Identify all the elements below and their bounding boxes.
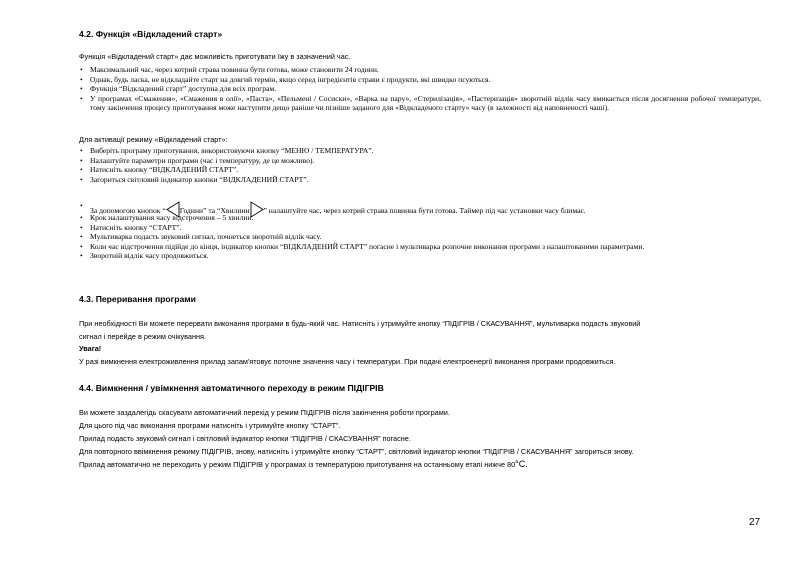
list-item: • Крок налаштування часу відстрочення – 5 хвилин. (79, 213, 761, 223)
section-4-4-title: 4.4. Вимкнення / увімкнення автоматичного переходу в режим ПІДІГРІВ (79, 383, 384, 393)
list-item: • Натисніть кнопку “ВІДКЛАДЕНИЙ СТАРТ”. (79, 165, 761, 175)
activation-title: Для активації режиму «Відкладений старт»: (79, 135, 228, 144)
list-item: • Налаштуйте параметри програми (час і температуру, де це можливо). (79, 156, 761, 166)
section-4-2-title: 4.2. Функція «Відкладений старт» (79, 29, 223, 39)
list-item: • У програмах «Смаження», «Смаження в олії», «Паста», «Пельмені / Сосиски», «Варка на пару», «Стерилізація», «Пастеризація» зворотній відлік часу вмикається після досягнення робочої температури, тому закінчення процесу приготування може наступити дещо раніше чи пізніше заданого для «Відкладеного старту» часу (в залежності від наповненості чаші). (79, 94, 761, 113)
list-item: • Функція “Відкладений старт” доступна для всіх програм. (79, 84, 761, 94)
bullet-list-2a (79, 146, 761, 184)
bullet-list-2b (79, 213, 761, 261)
list-item: • Виберіть програму приготування, використовуючи кнопку “МЕНЮ / ТЕМПЕРАТУРА”. (79, 146, 761, 156)
section-4-4-line-2: Для цього під час виконання програми натисніть і утримуйте кнопку “СТАРТ”. (79, 421, 341, 430)
list-item: • Натисніть кнопку “СТАРТ”. (79, 223, 761, 233)
section-4-3-p1: При необхідності Ви можете перервати виконання програми в будь-який час. Натисніть і утримуйте кнопку “ПІДІГРІВ / СКАСУВАННЯ”, мультиварка подасть звуковий (79, 319, 641, 328)
degree-unit: °С. (515, 459, 528, 469)
bullet-buttons-part3: ” налаштуйте час, через котрий страва повинна бути готова. Таймер під час установки часу блимає. (263, 206, 586, 215)
section-4-4-line-4: Для повторного ввімкнення режиму ПІДІГРІВ, знову, натисніть і утримуйте кнопку “СТАРТ”, світловий індикатор кнопки “ПІДІГРІВ / СКАСУВАННЯ” загориться знову. (79, 447, 634, 456)
section-4-3-p2: У разі вимкнення електроживлення прилад запам'ятовує поточне значення часу і температури. При подачі електроенергії виконання програми продовжиться. (79, 357, 616, 366)
page-number: 27 (749, 517, 761, 528)
section-4-4-line-1: Ви можете заздалегідь скасувати автоматичний перехід у режим ПІДІГРІВ після закінчення роботи програми. (79, 408, 450, 417)
list-item: • Максимальний час, через котрий страва повинна бути готова, може становити 24 години. (79, 65, 761, 75)
section-4-4-line-5 (79, 459, 528, 469)
section-4-2-intro: Функція «Відкладений старт» дає можливість приготувати їжу в зазначений час. (79, 52, 351, 61)
list-item: • Загориться світловий індикатор кнопки “ВІДКЛАДЕНИЙ СТАРТ”. (79, 175, 761, 185)
warning-label: Увага! (79, 344, 102, 353)
section-4-4-line-3: Прилад подасть звуковий сигнал і світловий індикатор кнопки “ПІДІГРІВ / СКАСУВАННЯ” погасне. (79, 434, 411, 443)
list-item: • Зворотній відлік часу продовжиться. (79, 251, 761, 261)
last-line-text: Прилад автоматично не переходить у режим ПІДІГРІВ у програмах із температурою приготування на останньому етапі нижче 80 (79, 460, 516, 469)
list-item: • Мультиварка подасть звуковий сигнал, почнеться зворотній відлік часу. (79, 232, 761, 242)
bullet-list-1 (79, 65, 761, 113)
bullet-buttons-part2: Години” та “Хвилини (179, 206, 250, 215)
section-4-3-title: 4.3. Переривання програми (79, 294, 196, 304)
bullet-buttons-part1: За допомогою кнопок “ (90, 206, 166, 215)
list-item: • Коли час відстрочення підійде до кінця, індикатор кнопки “ВІДКЛАДЕНИЙ СТАРТ” погасне і мультиварка розпочне виконання програми з налаштованими параметрами. (79, 242, 761, 252)
list-item: • Однак, будь ласка, не відкладайте старт на довгий термін, якщо серед інгредієнтів страви є продукти, які швидко псуються. (79, 75, 761, 85)
section-4-3-p1b: сигнал і перейде в режим очікування. (79, 332, 207, 341)
